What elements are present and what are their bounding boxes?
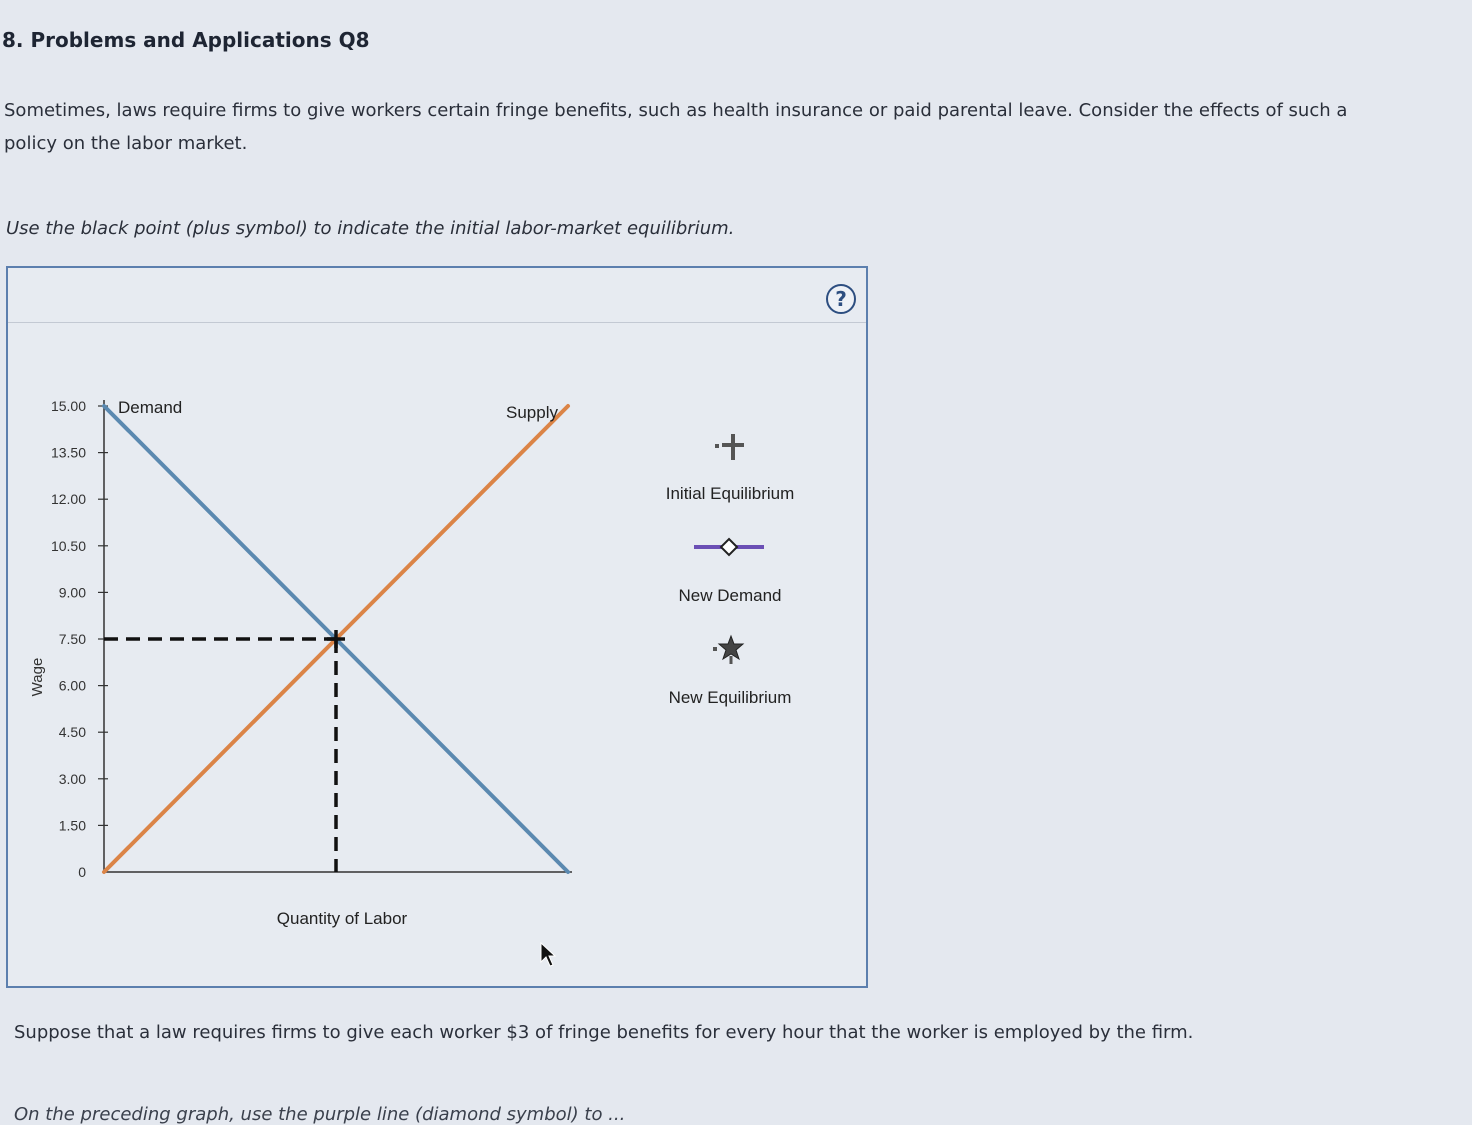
y-tick-label: 4.50 [58,724,86,741]
y-axis-title: Wage [29,657,46,697]
y-tick-label: 10.50 [50,537,86,554]
y-tick-label: 15.00 [50,398,86,414]
question-intro: Sometimes, laws require firms to give workers certain fringe benefits, such as health insurance or paid parental leave. Consider the effects of such a policy on the labor market. [4,100,1348,154]
supply-curve-label: Supply [506,403,558,422]
legend-new-demand[interactable] [640,532,820,606]
demand-curve-label: Demand [118,398,183,417]
mouse-cursor-icon [540,942,558,968]
y-tick-label: 13.50 [50,444,86,461]
follow-up-text: Suppose that a law requires firms to give each worker $3 of fringe benefits for every hour that the worker is employed by the firm. [14,1022,1194,1043]
y-tick-label: 12.00 [50,491,86,508]
y-tick-label: 6.00 [58,677,86,694]
y-tick-label: 9.00 [58,584,86,601]
graph-panel[interactable] [6,266,868,988]
legend-initial-equilibrium[interactable] [640,428,820,504]
y-tick-label: 3.00 [58,770,86,787]
help-button[interactable]: ? [826,284,856,314]
next-instruction-text: On the preceding graph, use the purple line (diamond symbol) to ... [14,1104,626,1125]
x-axis-title: Quantity of Labor [276,909,408,928]
y-tick-label: 1.50 [58,817,86,834]
star-icon[interactable] [710,632,750,668]
y-tick-label: 0 [78,864,86,880]
labor-market-chart[interactable] [8,268,866,986]
legend-label-new-equilibrium: New Equilibrium [668,688,792,707]
question-title: 8. Problems and Applications Q8 [2,28,370,52]
legend-label-new-demand: New Demand [678,586,782,605]
y-tick-label: 7.50 [58,631,86,647]
diamond-line-icon[interactable] [690,532,770,562]
instruction-text: Use the black point (plus symbol) to indicate the initial labor-market equilibrium. [6,218,735,239]
plus-icon[interactable] [710,428,750,462]
legend-new-equilibrium[interactable] [640,632,820,708]
legend-label-initial: Initial Equilibrium [665,484,795,503]
